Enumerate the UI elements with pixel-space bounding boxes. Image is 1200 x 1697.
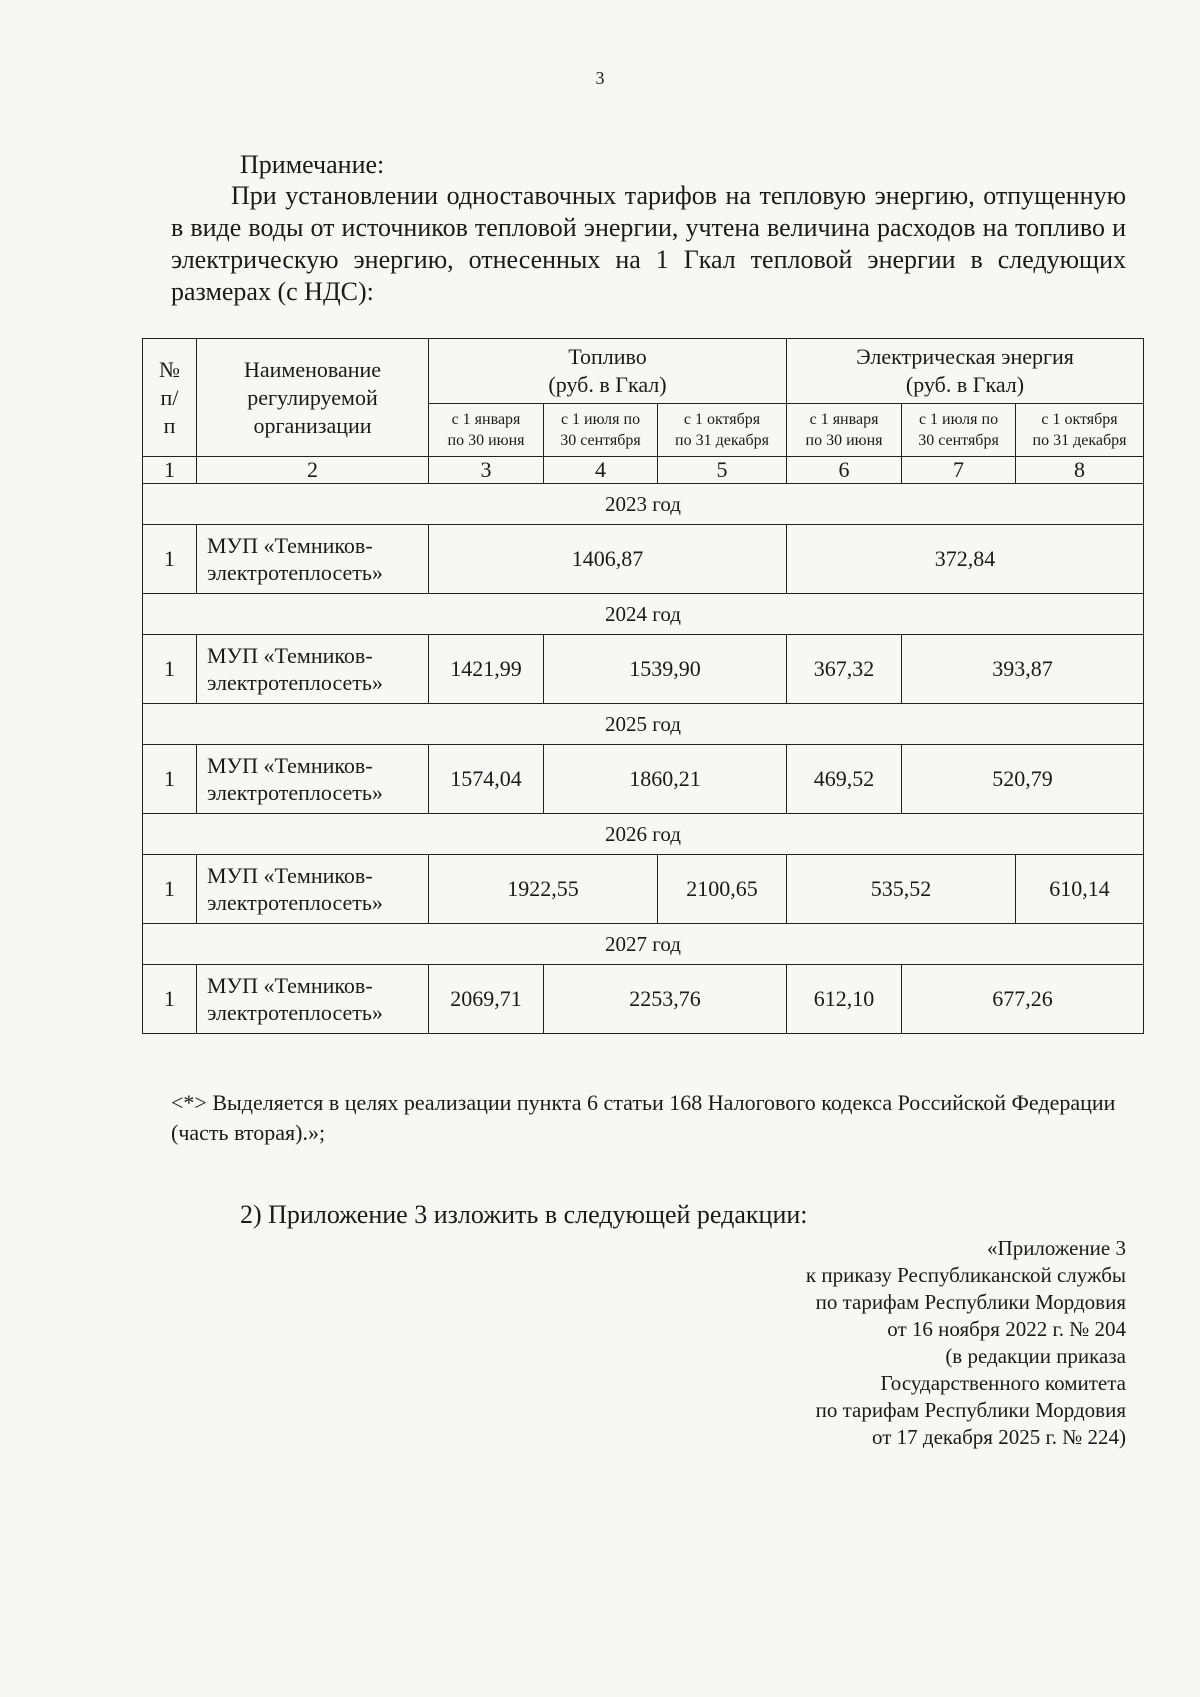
elec-cost-cell: 393,87	[902, 635, 1144, 704]
note-title: Примечание:	[240, 150, 385, 179]
appendix-reference	[806, 1235, 1126, 1451]
column-number: 6	[787, 457, 902, 484]
header-period-l2: по 31 декабря	[675, 432, 769, 449]
header-period-l2: по 30 июня	[805, 432, 883, 449]
elec-cost-cell: 535,52	[787, 855, 1016, 924]
column-number: 1	[143, 457, 197, 484]
row-number: 1	[143, 525, 197, 594]
header-fuel	[429, 339, 787, 404]
table-row	[143, 855, 1144, 924]
tariff-table	[142, 338, 1144, 1034]
table-row	[143, 745, 1144, 814]
header-period-l1: с 1 января	[809, 411, 879, 428]
year-heading: 2025 год	[143, 704, 1144, 745]
header-elec-line2: (руб. в Гкал)	[905, 372, 1025, 397]
appendix-line: Государственного комитета	[880, 1371, 1126, 1395]
organization-name	[197, 965, 429, 1034]
header-period-4	[787, 404, 902, 457]
appendix-line: по тарифам Республики Мордовия	[815, 1398, 1126, 1422]
header-period-l1: с 1 января	[451, 411, 521, 428]
organization-name-line: МУП «Темников-	[207, 863, 373, 888]
header-fuel-line2: (руб. в Гкал)	[548, 372, 667, 397]
item-2-heading: 2) Приложение 3 изложить в следующей редакции:	[240, 1200, 808, 1229]
elec-cost-cell: 520,79	[902, 745, 1144, 814]
elec-cost-cell: 610,14	[1016, 855, 1144, 924]
organization-name	[197, 855, 429, 924]
fuel-cost-cell: 1421,99	[429, 635, 544, 704]
organization-name-line: электротеплосеть»	[207, 1000, 383, 1025]
appendix-line: «Приложение 3	[987, 1236, 1126, 1260]
header-period-l1: с 1 октября	[1041, 411, 1118, 428]
organization-name	[197, 745, 429, 814]
fuel-cost-cell: 2069,71	[429, 965, 544, 1034]
organization-name-line: электротеплосеть»	[207, 890, 383, 915]
organization-name-line: электротеплосеть»	[207, 670, 383, 695]
appendix-line: к приказу Республиканской службы	[805, 1263, 1126, 1287]
footnote: <*> Выделяется в целях реализации пункта 6 статьи 168 Налогового кодекса Российской Федерации (часть вторая).»;	[171, 1090, 1116, 1145]
header-period-2	[544, 404, 658, 457]
fuel-cost-cell: 2100,65	[658, 855, 787, 924]
year-heading: 2026 год	[143, 814, 1144, 855]
elec-cost-cell: 612,10	[787, 965, 902, 1034]
year-heading: 2027 год	[143, 924, 1144, 965]
header-period-l1: с 1 октября	[683, 411, 761, 428]
fuel-cost-cell: 1860,21	[544, 745, 787, 814]
organization-name	[197, 635, 429, 704]
header-num: № п/п	[143, 339, 197, 457]
header-period-l1: с 1 июля по	[560, 411, 641, 428]
header-period-l2: 30 сентября	[918, 432, 999, 449]
header-period-3	[658, 404, 787, 457]
fuel-cost-cell: 1406,87	[429, 525, 787, 594]
note-body: При установлении одноставочных тарифов на тепловую энергию, отпущенную в виде воды от источников тепловой энергии, учтена величина расходов на топливо и электрическую энергию, отнесенных на 1 Гкал тепловой энергии в следующих размерах (с НДС):	[171, 181, 1126, 306]
organization-name-line: МУП «Темников-	[207, 753, 373, 778]
fuel-cost-cell: 1922,55	[429, 855, 658, 924]
elec-cost-cell: 372,84	[787, 525, 1144, 594]
column-number: 7	[902, 457, 1016, 484]
header-period-6	[1016, 404, 1144, 457]
column-number: 4	[544, 457, 658, 484]
appendix-line: по тарифам Республики Мордовия	[815, 1290, 1126, 1314]
header-period-l1: с 1 июля по	[918, 411, 999, 428]
table-row	[143, 635, 1144, 704]
year-heading: 2023 год	[143, 484, 1144, 525]
header-fuel-line1: Топливо	[568, 344, 647, 369]
header-elec	[787, 339, 1144, 404]
header-period-5	[902, 404, 1016, 457]
header-period-1	[429, 404, 544, 457]
column-number: 8	[1016, 457, 1144, 484]
header-period-l2: 30 сентября	[560, 432, 641, 449]
organization-name-line: электротеплосеть»	[207, 560, 383, 585]
header-period-l2: по 30 июня	[447, 432, 525, 449]
appendix-line: от 17 декабря 2025 г. № 224)	[872, 1425, 1126, 1449]
column-number: 2	[197, 457, 429, 484]
row-number: 1	[143, 745, 197, 814]
page-number: 3	[595, 68, 605, 88]
organization-name-line: МУП «Темников-	[207, 973, 373, 998]
row-number: 1	[143, 965, 197, 1034]
fuel-cost-cell: 1539,90	[544, 635, 787, 704]
header-elec-line1: Электрическая энергия	[856, 344, 1074, 369]
fuel-cost-cell: 2253,76	[544, 965, 787, 1034]
table-row	[143, 965, 1144, 1034]
elec-cost-cell: 469,52	[787, 745, 902, 814]
fuel-cost-cell: 1574,04	[429, 745, 544, 814]
header-period-l2: по 31 декабря	[1032, 432, 1127, 449]
organization-name-line: МУП «Темников-	[207, 533, 373, 558]
row-number: 1	[143, 635, 197, 704]
organization-name-line: МУП «Темников-	[207, 643, 373, 668]
organization-name-line: электротеплосеть»	[207, 780, 383, 805]
appendix-line: от 16 ноября 2022 г. № 204	[887, 1317, 1126, 1341]
row-number: 1	[143, 855, 197, 924]
column-number: 5	[658, 457, 787, 484]
elec-cost-cell: 367,32	[787, 635, 902, 704]
elec-cost-cell: 677,26	[902, 965, 1144, 1034]
table-row	[143, 525, 1144, 594]
column-number: 3	[429, 457, 544, 484]
organization-name	[197, 525, 429, 594]
appendix-line: (в редакции приказа	[945, 1344, 1126, 1368]
header-org: Наименование регулируемой организации	[197, 339, 429, 457]
year-heading: 2024 год	[143, 594, 1144, 635]
